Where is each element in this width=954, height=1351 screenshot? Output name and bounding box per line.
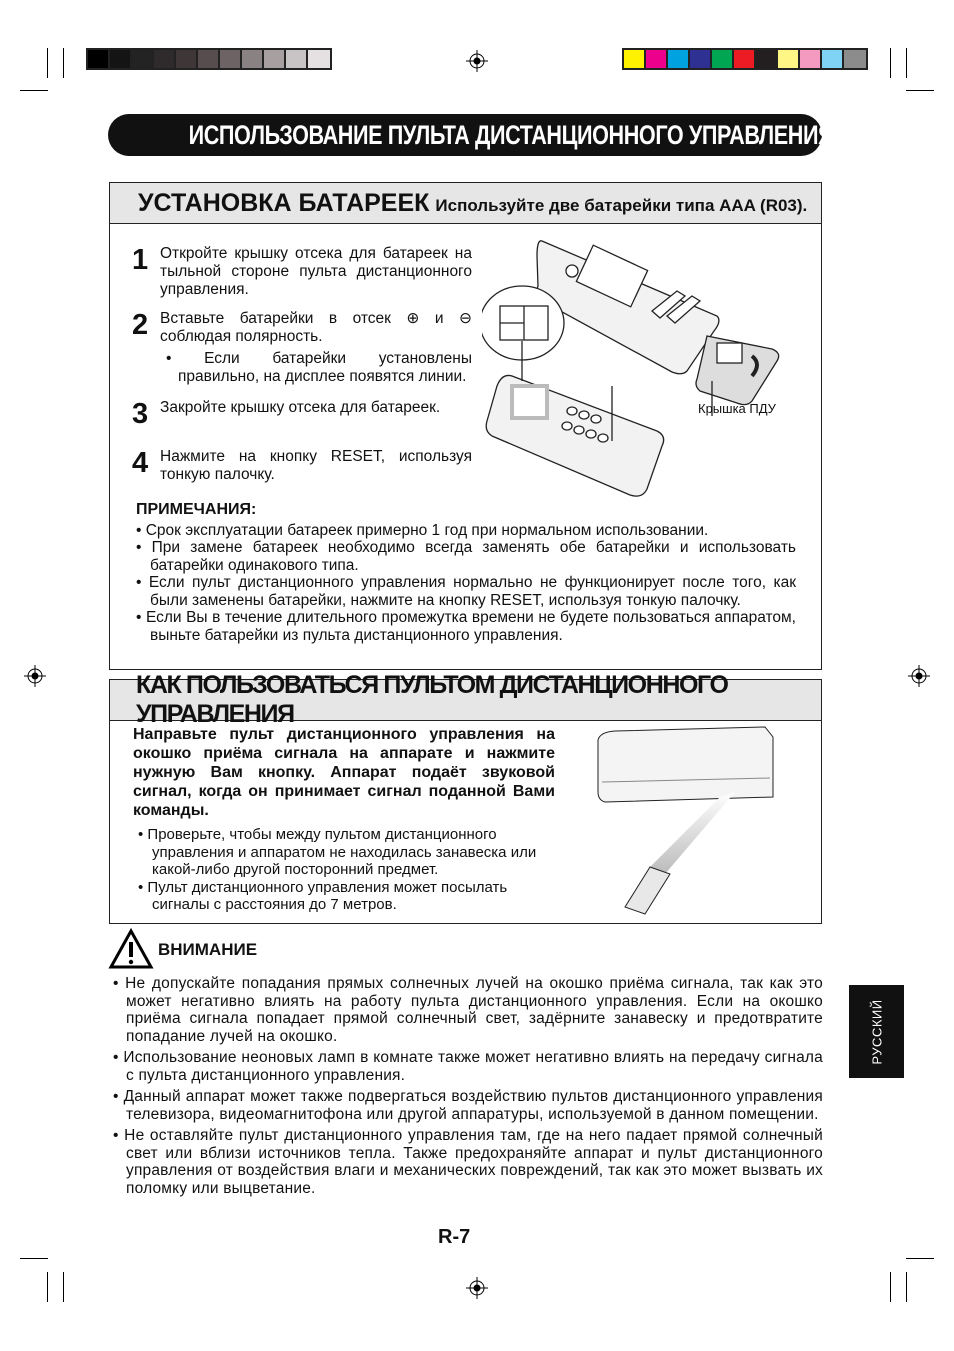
crop-mark xyxy=(906,90,934,91)
crop-mark xyxy=(906,1258,934,1259)
step-text: Закройте крышку отсека для батареек. xyxy=(160,399,441,416)
language-tab-label: РУССКИЙ xyxy=(869,998,884,1065)
usage-bullet: • Проверьте, чтобы между пультом дистанционного управления и аппаратом не находилась занавеска или какой-либо другой посторонний предмет. xyxy=(138,826,537,878)
color-swatch xyxy=(154,50,176,68)
color-swatch xyxy=(110,50,132,68)
color-swatch xyxy=(690,50,712,68)
caution-title: ВНИМАНИЕ xyxy=(158,940,258,959)
caution-item: • Не оставляйте пульт дистанционного управления там, где на него падает прямой солнечный свет или вблизи источников тепла. Также предохраняйте аппарат и пульт дистанционного управления от воздействия влаги и механических повреждений, так как это может вызвать их поломку или выцветание. xyxy=(113,1127,823,1197)
color-swatch xyxy=(800,50,822,68)
color-swatch xyxy=(198,50,220,68)
language-tab xyxy=(849,985,904,1078)
grayscale-bar xyxy=(86,48,332,70)
battery-installation-section xyxy=(109,182,822,670)
crop-mark xyxy=(890,1272,891,1302)
step-number: 4 xyxy=(132,447,149,479)
crop-mark xyxy=(47,48,48,78)
crop-mark xyxy=(63,1272,64,1302)
section-subheading: Используйте две батарейки типа AAA (R03). xyxy=(435,195,808,215)
color-swatch xyxy=(844,50,866,68)
crop-mark xyxy=(63,48,64,78)
section-heading: КАК ПОЛЬЗОВАТЬСЯ ПУЛЬТОМ ДИСТАНЦИОННОГО УПРАВЛЕНИЯ xyxy=(136,671,728,728)
color-swatch xyxy=(308,50,330,68)
notes-section xyxy=(136,501,796,644)
note-item: • Если Вы в течение длительного промежутка времени не будете пользоваться аппаратом, выньте батарейки из пульта дистанционного управления. xyxy=(136,609,796,644)
color-swatch xyxy=(646,50,668,68)
color-swatch xyxy=(822,50,844,68)
remote-usage-section xyxy=(109,671,822,924)
color-swatch xyxy=(176,50,198,68)
caution-item: • Не допускайте попадания прямых солнечных лучей на окошко приёма сигнала, так как это может негативно влиять на работу пульта дистанционного управления. Если на окошко приёма сигнала попадает прямой солнечный свет, задёрните занавеску и предотвратите попадание лучей на окошко. xyxy=(113,975,823,1045)
color-swatch xyxy=(624,50,646,68)
step-text: Вставьте батарейки в отсек ⊕ и ⊖ соблюдая полярность. xyxy=(160,310,472,345)
color-swatch xyxy=(264,50,286,68)
color-swatch xyxy=(668,50,690,68)
crop-mark xyxy=(906,48,907,78)
step-4 xyxy=(132,448,472,484)
usage-intro: Направьте пульт дистанционного управления на окошко приёма сигнала на аппарате и нажмите нужную Вам кнопку. Аппарат подаёт звуковой сигнал, когда он принимает сигнал поданной Вами команды. xyxy=(133,726,555,819)
caution-item: • Использование неоновых ламп в комнате также может негативно влиять на передачу сигнала с пульта дистанционного управления. xyxy=(113,1049,823,1084)
crop-mark xyxy=(20,1258,48,1259)
registration-mark-icon xyxy=(24,665,46,687)
page-title-banner xyxy=(108,114,834,156)
step-number: 3 xyxy=(132,398,149,430)
color-swatch xyxy=(242,50,264,68)
figure-label: Крышка ПДУ xyxy=(698,401,776,416)
remote-battery-illustration xyxy=(482,231,792,506)
color-swatch xyxy=(132,50,154,68)
note-item: • При замене батареек необходимо всегда заменять обе батарейки и использовать батарейки одинакового типа. xyxy=(136,539,796,574)
color-swatch xyxy=(778,50,800,68)
crop-mark xyxy=(47,1272,48,1302)
step-text: Нажмите на кнопку RESET, используя тонкую палочку. xyxy=(160,448,472,483)
color-bar xyxy=(622,48,868,70)
crop-mark xyxy=(906,1272,907,1302)
note-item: • Если пульт дистанционного управления нормально не функционирует после того, как были заменены батарейки, нажмите на кнопку RESET, используя тонкую палочку. xyxy=(136,574,796,609)
color-swatch xyxy=(220,50,242,68)
registration-mark-icon xyxy=(908,665,930,687)
registration-mark-icon xyxy=(466,50,488,72)
section-heading: УСТАНОВКА БАТАРЕЕК xyxy=(138,188,430,217)
warning-icon xyxy=(108,928,154,970)
step-3 xyxy=(132,399,472,429)
color-swatch xyxy=(712,50,734,68)
registration-mark-icon xyxy=(466,1277,488,1299)
note-item: • Срок эксплуатации батареек примерно 1 год при нормальном использовании. xyxy=(136,521,709,539)
air-conditioner-illustration xyxy=(590,722,780,917)
step-1 xyxy=(132,245,472,299)
color-swatch xyxy=(756,50,778,68)
crop-mark xyxy=(20,90,48,91)
step-number: 2 xyxy=(132,309,149,341)
step-2 xyxy=(132,310,472,386)
step-note: • Если батарейки установлены правильно, на дисплее появятся линии. xyxy=(166,350,472,385)
crop-mark xyxy=(890,48,891,78)
color-swatch xyxy=(286,50,308,68)
color-swatch xyxy=(734,50,756,68)
color-swatch xyxy=(88,50,110,68)
step-number: 1 xyxy=(132,244,149,276)
caution-item: • Данный аппарат может также подвергаться воздействию пультов дистанционного управления телевизора, видеомагнитофона или другой аппаратуры, используемой в данном помещении. xyxy=(113,1088,823,1123)
usage-bullet: • Пульт дистанционного управления может посылать сигналы с расстояния до 7 метров. xyxy=(138,878,508,913)
notes-title: ПРИМЕЧАНИЯ: xyxy=(136,501,257,518)
step-text: Откройте крышку отсека для батареек на тыльной стороне пульта дистанционного управления. xyxy=(160,245,472,298)
caution-list xyxy=(113,975,823,1201)
page-title: ИСПОЛЬЗОВАНИЕ ПУЛЬТА ДИСТАНЦИОННОГО УПРАВЛЕНИЯ xyxy=(188,120,834,150)
page-number: R-7 xyxy=(438,1226,471,1248)
